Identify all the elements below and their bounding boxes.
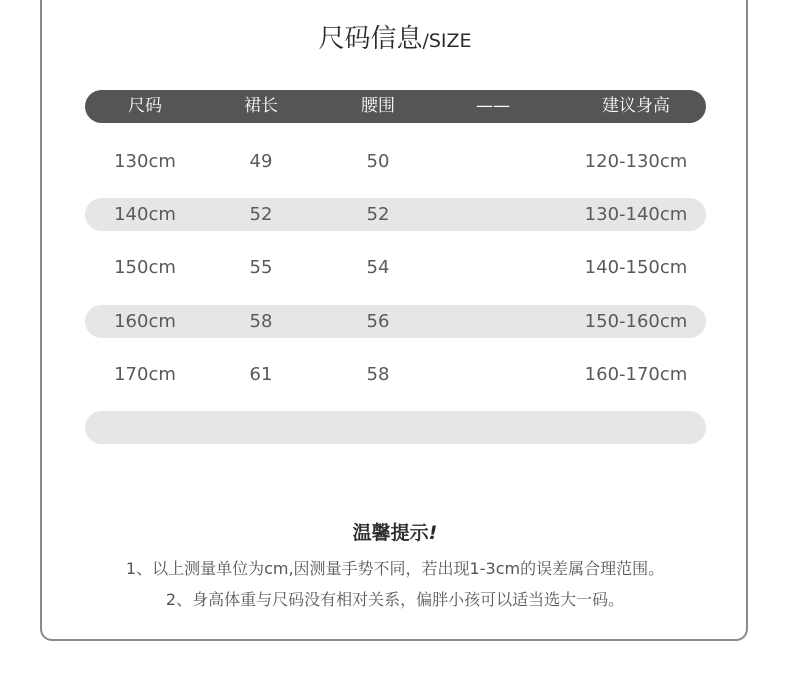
cell-blank <box>443 198 543 231</box>
header-skirt-length: 裙长 <box>244 96 278 116</box>
cell-waist: 58 <box>366 364 390 385</box>
cell-size: 170cm <box>114 364 176 385</box>
tips-note-2: 2、身高体重与尺码没有相对关系，偏胖小孩可以适当选大一码。 <box>165 590 625 609</box>
cell-skirt-length: 61 <box>249 364 273 385</box>
table-row-empty <box>85 411 706 444</box>
cell-waist: 50 <box>366 151 390 172</box>
table-header <box>85 90 706 123</box>
table-row <box>85 358 706 391</box>
cell-blank <box>443 411 543 444</box>
header-suggested-height: 建议身高 <box>602 96 670 116</box>
cell-waist: 56 <box>366 311 390 332</box>
cell-size: 160cm <box>114 311 176 332</box>
cell-skirt-length <box>211 411 311 444</box>
cell-suggested-height <box>576 411 696 444</box>
cell-skirt-length: 49 <box>249 151 273 172</box>
cell-waist <box>328 411 428 444</box>
cell-suggested-height: 150-160cm <box>584 311 688 332</box>
cell-suggested-height: 120-130cm <box>584 151 688 172</box>
cell-blank <box>443 358 543 391</box>
cell-skirt-length: 52 <box>249 204 273 225</box>
title-sub: /SIZE <box>422 30 472 52</box>
cell-blank <box>443 145 543 178</box>
header-size: 尺码 <box>128 96 162 116</box>
cell-skirt-length: 55 <box>249 257 273 278</box>
tips-note-1: 1、以上测量单位为cm,因测量手势不同，若出现1-3cm的误差属合理范围。 <box>125 559 665 578</box>
cell-size <box>95 411 195 444</box>
cell-suggested-height: 160-170cm <box>584 364 688 385</box>
table-row <box>85 251 706 284</box>
cell-blank <box>443 251 543 284</box>
title-main: 尺码信息 <box>318 24 423 54</box>
cell-blank <box>443 305 543 338</box>
header-blank: —— <box>476 96 510 116</box>
cell-suggested-height: 140-150cm <box>584 257 688 278</box>
cell-skirt-length: 58 <box>249 311 273 332</box>
header-waist: 腰围 <box>361 96 395 116</box>
cell-waist: 54 <box>366 257 390 278</box>
page-title <box>0 18 790 55</box>
table-row <box>85 305 706 338</box>
cell-suggested-height: 130-140cm <box>584 204 688 225</box>
table-row <box>85 145 706 178</box>
cell-size: 140cm <box>114 204 176 225</box>
tips-heading <box>0 518 790 545</box>
tips-title: 温馨提示 <box>352 522 429 544</box>
cell-waist: 52 <box>366 204 390 225</box>
cell-size: 130cm <box>114 151 176 172</box>
exclamation-icon: ! <box>428 522 438 544</box>
table-row <box>85 198 706 231</box>
cell-size: 150cm <box>114 257 176 278</box>
